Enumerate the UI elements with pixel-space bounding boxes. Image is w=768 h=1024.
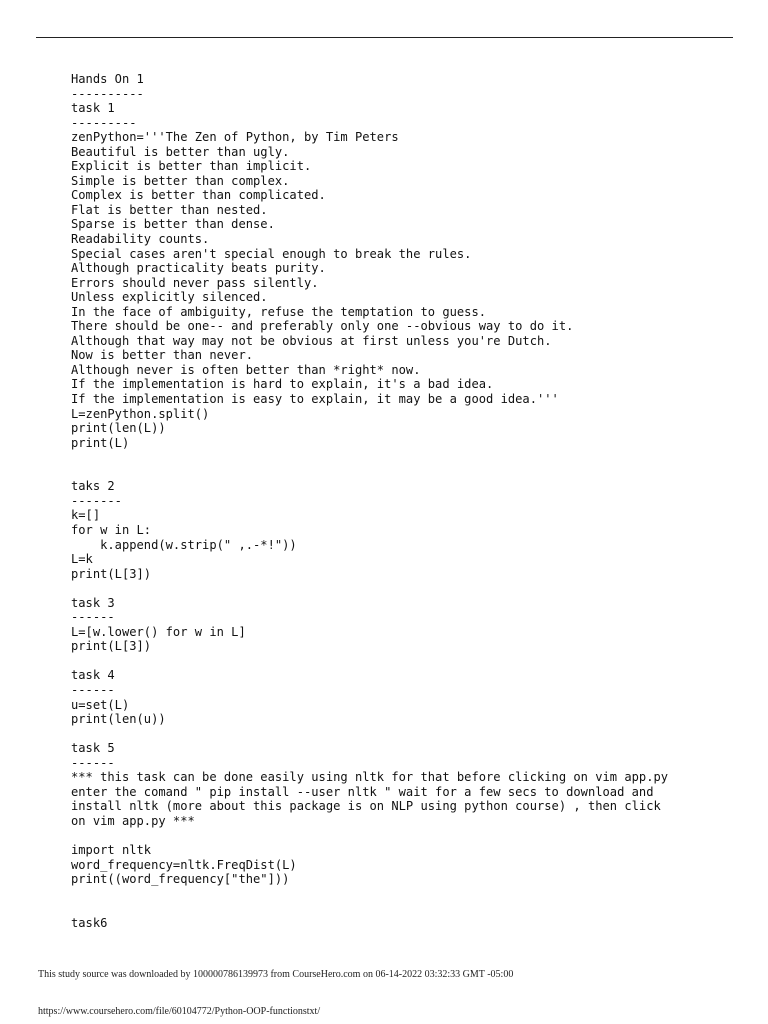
document-line: In the face of ambiguity, refuse the temptation to guess. — [71, 304, 487, 319]
source-url: https://www.coursehero.com/file/60104772/Python-OOP-functionstxt/ — [38, 1006, 321, 1017]
document-line: Hands On 1 — [71, 72, 144, 86]
document-line: print(L) — [71, 435, 130, 450]
document-line — [71, 450, 668, 465]
document-line: task 4 — [71, 668, 115, 683]
document-line: --------- — [71, 115, 137, 130]
document-line — [71, 465, 668, 480]
document-line: Sparse is better than dense. — [71, 217, 275, 232]
document-line: print(L[3]) — [71, 566, 152, 581]
document-line: Now is better than never. — [71, 348, 254, 363]
document-line: on vim app.py *** — [71, 813, 195, 828]
document-line: zenPython='''The Zen of Python, by Tim Peters — [71, 130, 399, 145]
document-line: enter the comand " pip install --user nltk " wait for a few secs to download and — [71, 784, 654, 799]
document-line: u=set(L) — [71, 697, 130, 712]
document-line: Although that way may not be obvious at first unless you're Dutch. — [71, 333, 552, 348]
document-line: Beautiful is better than ugly. — [71, 144, 290, 159]
document-line: Errors should never pass silently. — [71, 275, 319, 290]
document-line: for w in L: — [71, 522, 152, 537]
document-line: If the implementation is easy to explain, it may be a good idea.''' — [71, 392, 559, 407]
document-line: k.append(w.strip(" ,.-*!")) — [71, 537, 297, 552]
document-line: ------ — [71, 610, 115, 625]
document-line: taks 2 — [71, 479, 115, 494]
document-line: Flat is better than nested. — [71, 202, 268, 217]
document-line: Special cases aren't special enough to break the rules. — [71, 246, 472, 261]
document-line: L=[w.lower() for w in L] — [71, 624, 246, 639]
document-line: L=k — [71, 552, 93, 567]
document-line — [71, 901, 668, 916]
document-line: import nltk — [71, 842, 152, 857]
document-line: ------- — [71, 493, 122, 508]
document-line: Complex is better than complicated. — [71, 188, 326, 203]
document-line: print(len(u)) — [71, 712, 166, 727]
document-line — [71, 828, 668, 843]
document-line: ------ — [71, 755, 115, 770]
document-line: ------ — [71, 682, 115, 697]
document-line: word_frequency=nltk.FreqDist(L) — [71, 857, 297, 872]
document-line: Although never is often better than *right* now. — [71, 362, 421, 377]
document-line: Simple is better than complex. — [71, 173, 290, 188]
document-code-text — [71, 72, 668, 930]
document-line: task 1 — [71, 101, 115, 116]
document-line: L=zenPython.split() — [71, 406, 210, 421]
document-line — [71, 887, 668, 902]
document-line: install nltk (more about this package is on NLP using python course) , then click — [71, 799, 661, 814]
document-line: task 5 — [71, 741, 115, 756]
document-line — [71, 727, 668, 742]
document-line: print(L[3]) — [71, 639, 152, 654]
document-line: Unless explicitly silenced. — [71, 290, 268, 305]
document-line — [71, 581, 668, 596]
download-source-note: This study source was downloaded by 100000786139973 from CourseHero.com on 06-14-2022 03:32:33 GMT -05:00 — [38, 969, 514, 980]
document-line: Readability counts. — [71, 232, 210, 247]
document-line: There should be one-- and preferably only one --obvious way to do it. — [71, 319, 574, 334]
document-line: k=[] — [71, 508, 101, 523]
document-line: Explicit is better than implicit. — [71, 159, 312, 174]
document-line: print((word_frequency["the"])) — [71, 872, 290, 887]
document-line: task 3 — [71, 595, 115, 610]
document-line: Although practicality beats purity. — [71, 261, 326, 276]
document-line: ---------- — [71, 86, 144, 101]
page-top-divider — [36, 37, 733, 38]
document-line — [71, 654, 668, 669]
document-line: task6 — [71, 915, 108, 930]
document-line: *** this task can be done easily using nltk for that before clicking on vim app.py — [71, 770, 669, 785]
document-line: If the implementation is hard to explain, it's a bad idea. — [71, 377, 494, 392]
document-line: print(len(L)) — [71, 421, 166, 436]
